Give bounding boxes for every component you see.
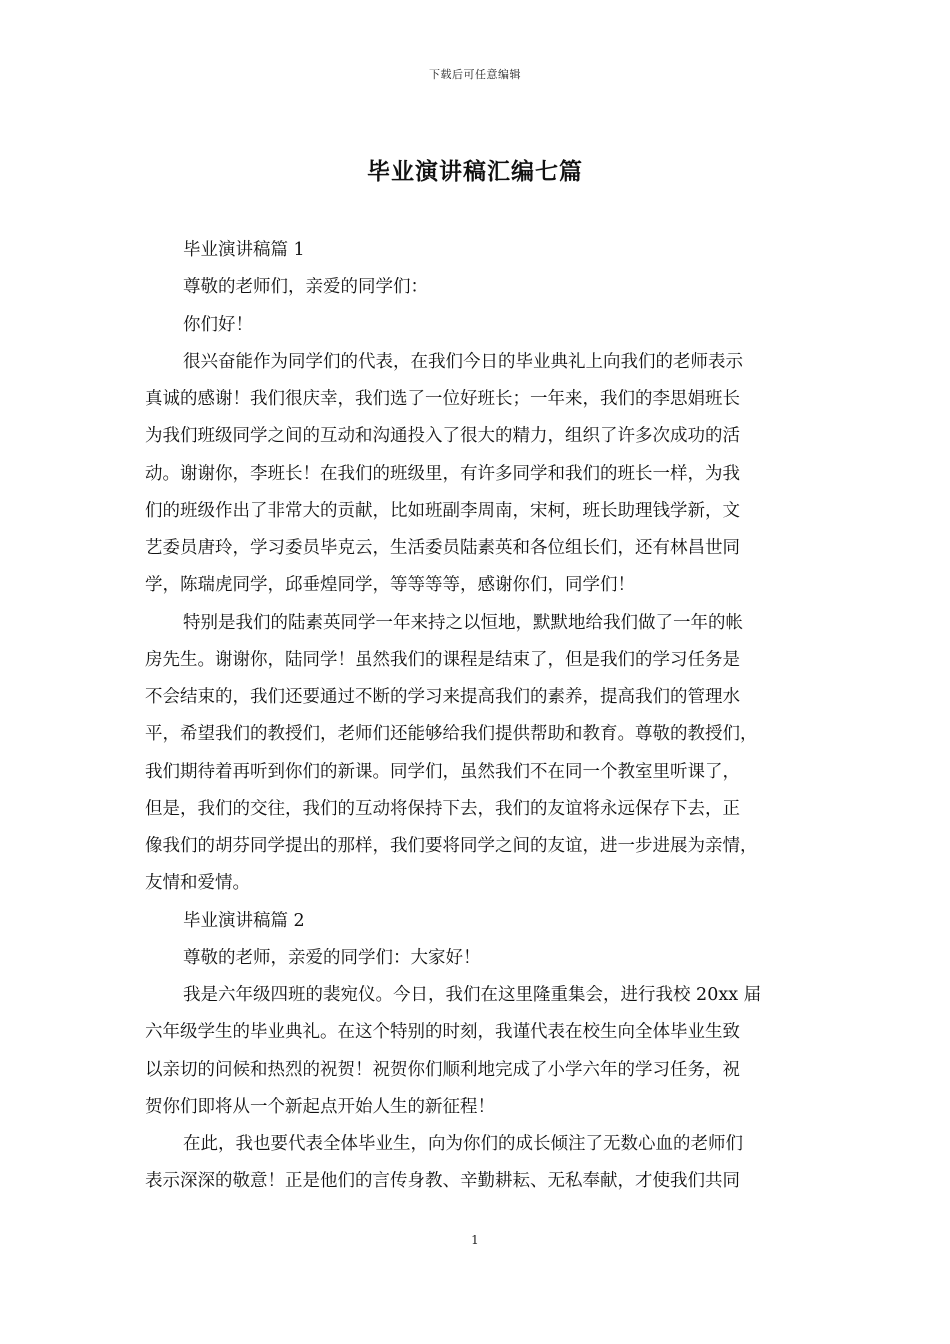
text-line: 平，希望我们的教授们，老师们还能够给我们提供帮助和教育。尊敬的教授们， bbox=[145, 724, 758, 744]
text-line: 表示深深的敬意！正是他们的言传身教、辛勤耕耘、无私奉献，才使我们共同 bbox=[145, 1171, 740, 1191]
section-heading-1: 毕业演讲稿篇 1 bbox=[183, 240, 305, 260]
text-line: 六年级学生的毕业典礼。在这个特别的时刻，我谨代表在校生向全体毕业生致 bbox=[145, 1022, 740, 1042]
page-number: 1 bbox=[471, 1233, 479, 1247]
greeting: 你们好！ bbox=[183, 315, 253, 335]
text-line: 特别是我们的陆素英同学一年来持之以恒地，默默地给我们做了一年的帐 bbox=[183, 613, 743, 633]
text-line: 动。谢谢你，李班长！在我们的班级里，有许多同学和我们的班长一样，为我 bbox=[145, 464, 740, 484]
text-line: 像我们的胡芬同学提出的那样，我们要将同学之间的友谊，进一步进展为亲情， bbox=[145, 836, 758, 856]
text-line: 我是六年级四班的裴宛仪。今日，我们在这里隆重集会，进行我校 20xx 届 bbox=[183, 985, 762, 1005]
salutation: 尊敬的老师，亲爱的同学们：大家好！ bbox=[183, 948, 481, 968]
text-line: 以亲切的问候和热烈的祝贺！祝贺你们顺利地完成了小学六年的学习任务，祝 bbox=[145, 1060, 740, 1080]
text-line: 艺委员唐玲，学习委员毕克云，生活委员陆素英和各位组长们，还有林昌世同 bbox=[145, 538, 740, 558]
text-line: 学，陈瑞虎同学，邱垂煌同学，等等等等，感谢你们，同学们！ bbox=[145, 575, 635, 595]
text-line: 不会结束的，我们还要通过不断的学习来提高我们的素养，提高我们的管理水 bbox=[145, 687, 740, 707]
section-heading-2: 毕业演讲稿篇 2 bbox=[183, 911, 305, 931]
text-line: 在此，我也要代表全体毕业生，向为你们的成长倾注了无数心血的老师们 bbox=[183, 1134, 743, 1154]
text-line: 友情和爱情。 bbox=[145, 873, 250, 893]
text-line: 房先生。谢谢你，陆同学！虽然我们的课程是结束了，但是我们的学习任务是 bbox=[145, 650, 740, 670]
salutation: 尊敬的老师们，亲爱的同学们： bbox=[183, 277, 428, 297]
text-line: 贺你们即将从一个新起点开始人生的新征程！ bbox=[145, 1097, 495, 1117]
text-line: 但是，我们的交往，我们的互动将保持下去，我们的友谊将永远保存下去，正 bbox=[145, 799, 740, 819]
text-line: 真诚的感谢！我们很庆幸，我们选了一位好班长；一年来，我们的李思娟班长 bbox=[145, 389, 740, 409]
document-title: 毕业演讲稿汇编七篇 bbox=[367, 158, 583, 185]
text-line: 很兴奋能作为同学们的代表，在我们今日的毕业典礼上向我们的老师表示 bbox=[183, 352, 743, 372]
text-line: 们的班级作出了非常大的贡献，比如班副李周南，宋柯，班长助理钱学新，文 bbox=[145, 501, 740, 521]
text-line: 我们期待着再听到你们的新课。同学们，虽然我们不在同一个教室里听课了， bbox=[145, 762, 740, 782]
text-line: 为我们班级同学之间的互动和沟通投入了很大的精力，组织了许多次成功的活 bbox=[145, 426, 740, 446]
header-note: 下载后可任意编辑 bbox=[429, 68, 521, 81]
